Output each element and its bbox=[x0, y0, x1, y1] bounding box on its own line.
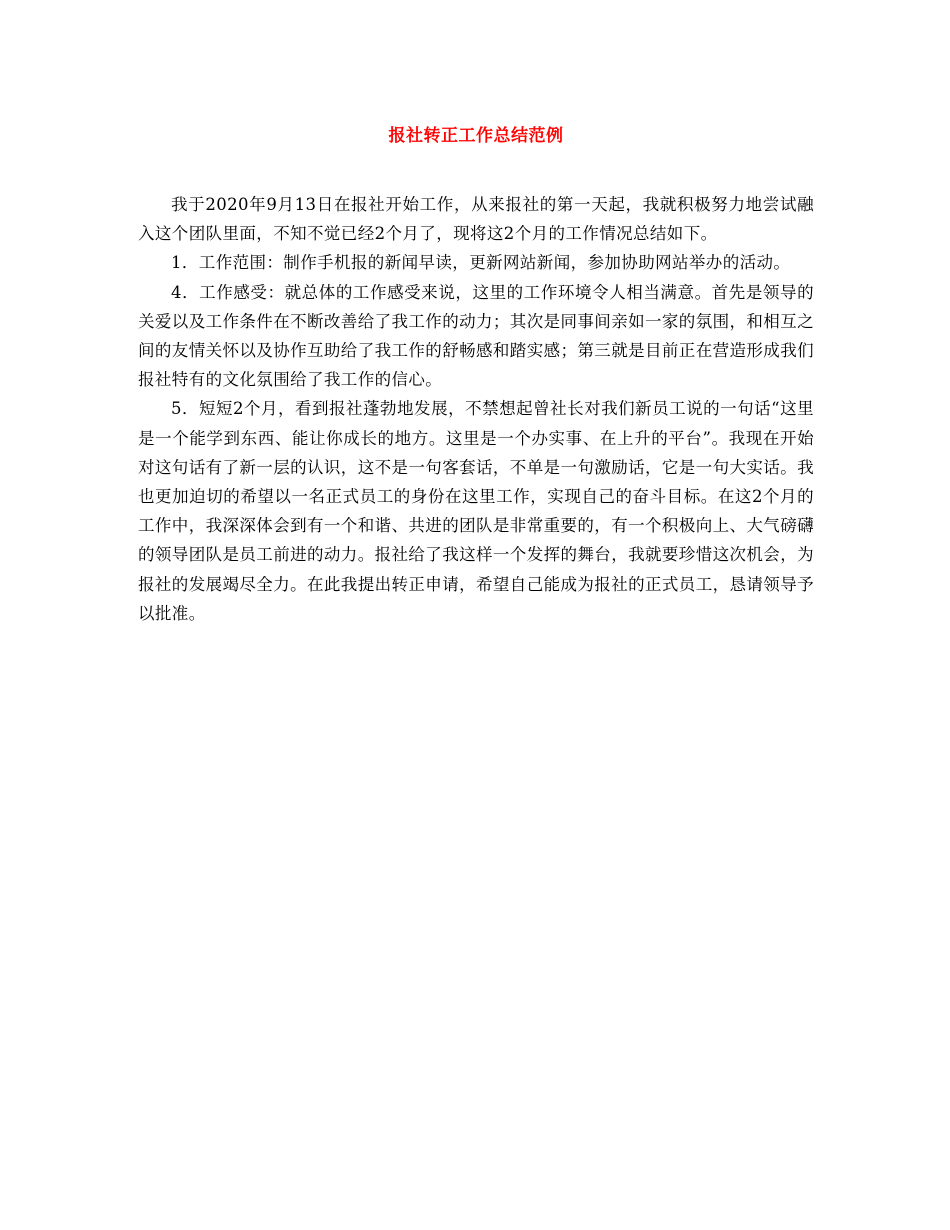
document-title: 报社转正工作总结范例 bbox=[388, 126, 564, 146]
document-page bbox=[138, 122, 814, 628]
paragraph-work-feelings: 4．工作感受：就总体的工作感受来说，这里的工作环境令人相当满意。首先是领导的关爱以及工作条件在不断改善给了我工作的动力；其次是同事间亲如一家的氛围，和相互之间的友情关怀以及协作互助给了我工作的舒畅感和踏实感；第三就是目前正在营造形成我们报社特有的文化氛围给了我工作的信心。 bbox=[138, 282, 814, 390]
paragraph-conclusion: 5．短短2个月，看到报社蓬勃地发展，不禁想起曾社长对我们新员工说的一句话“这里是一个能学到东西、能让你成长的地方。这里是一个办实事、在上升的平台”。我现在开始对这句话有了新一层的认识，这不是一句客套话，不单是一句激励话，它是一句大实话。我也更加迫切的希望以一名正式员工的身份在这里工作，实现自己的奋斗目标。在这2个月的工作中，我深深体会到有一个和谐、共进的团队是非常重要的，有一个积极向上、大气磅礴的领导团队是员工前进的动力。报社给了我这样一个发挥的舞台，我就要珍惜这次机会，为报社的发展竭尽全力。在此我提出转正申请，希望自己能成为报社的正式员工，恳请领导予以批准。 bbox=[138, 399, 814, 623]
document-body bbox=[138, 190, 814, 628]
paragraph-intro: 我于2020年9月13日在报社开始工作，从来报社的第一天起，我就积极努力地尝试融入这个团队里面，不知不觉已经2个月了，现将这2个月的工作情况总结如下。 bbox=[138, 195, 814, 244]
paragraph-work-scope: 1．工作范围：制作手机报的新闻早读，更新网站新闻，参加协助网站举办的活动。 bbox=[171, 253, 791, 273]
